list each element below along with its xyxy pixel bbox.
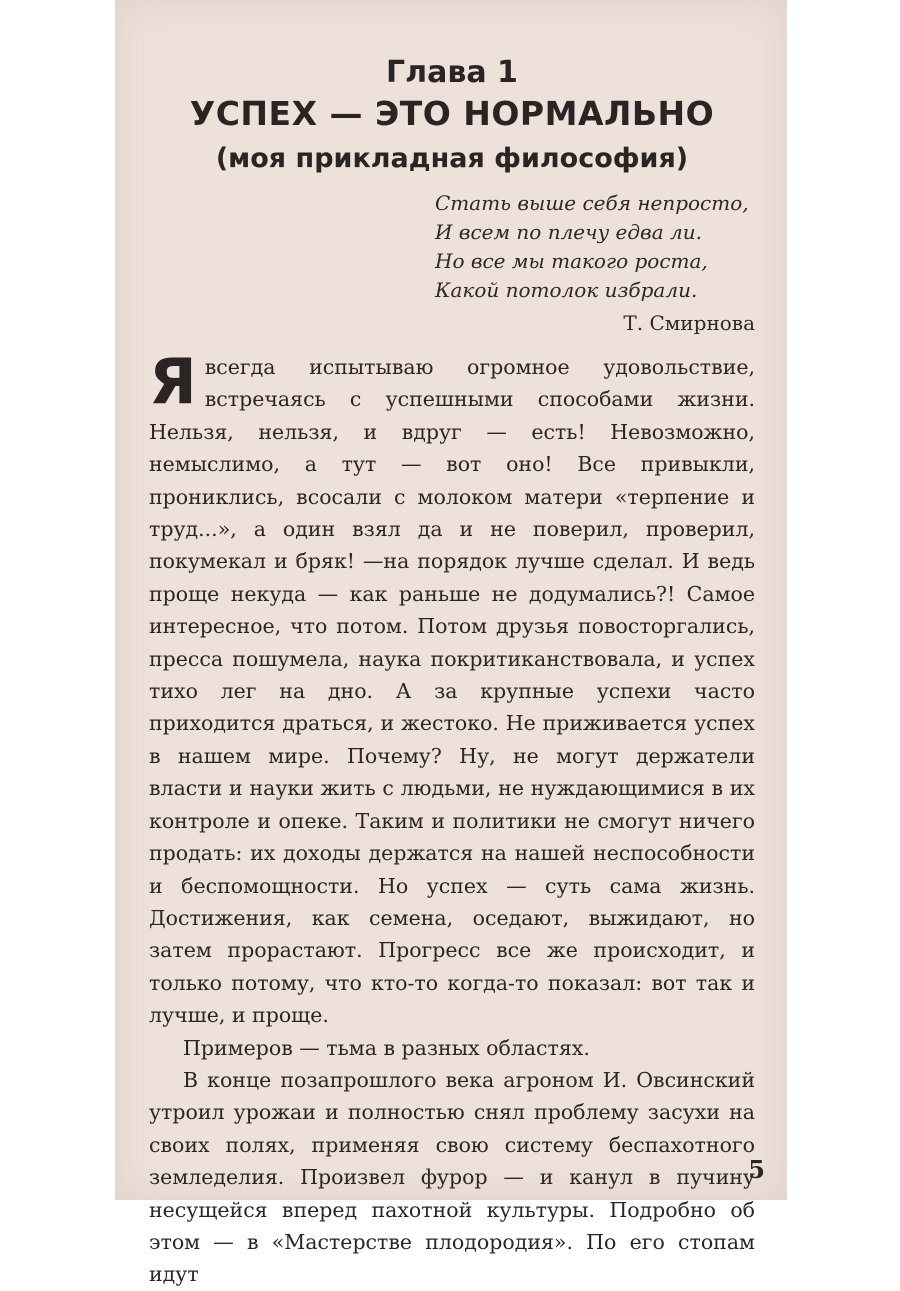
chapter-subtitle: (моя прикладная философия) [215, 143, 689, 174]
page-text-area [149, 55, 755, 1291]
paragraph [149, 345, 755, 1032]
epigraph [435, 189, 755, 305]
epigraph-line: Стать выше себя непросто, [435, 191, 749, 215]
drop-cap: Я [149, 345, 197, 418]
paragraph-text: всегда испытываю огромное удовольствие, встречаясь с успешными способами жизни. Нельзя, нельзя, и вдруг — есть! Невозможно, немыслимо, а тут — вот оно! Все привыкли, прониклись, всосали с молоком матери «терпение и труд...», а один взял да и не поверил, проверил, покумекал и бряк! —на порядок лучше сделал. И ведь проще некуда — как раньше не додумались?! Самое интересное, что потом. Потом друзья повосторгались, пресса пошумела, наука покритиканствовала, и успех тихо лег на дно. А за крупные успехи часто приходится драться, и жестоко. Не приживается успех в нашем мире. Почему? Ну, не могут держатели власти и науки жить с людьми, не нуждающимися в их контроле и опеке. Таким и политики не смогут ничего продать: их доходы держатся на нашей неспособности и беспомощности. Но успех — суть сама жизнь. Достижения, как семена, оседают, выжидают, но затем прорастают. Прогресс все же происходит, и только потому, что кто-то когда-то показал: вот так и лучше, и проще. [149, 355, 755, 1028]
epigraph-line: Но все мы такого роста, [435, 249, 708, 273]
body-text [149, 345, 755, 1291]
paragraph: В конце позапрошлого века агроном И. Овсинский утроил урожаи и полностью снял проблему засухи на своих полях, применяя свою систему беспахотного земледелия. Произвел фурор — и канул в пучину несущейся вперед пахотной культуры. Подробно об этом — в «Мастерстве плодородия». По его стопам идут [149, 1067, 755, 1287]
book-page [115, 0, 787, 1287]
chapter-title: УСПЕХ — ЭТО НОРМАЛЬНО [189, 94, 715, 133]
epigraph-line: И всем по плечу едва ли. [435, 220, 702, 244]
epigraph-line: Какой потолок избрали. [435, 278, 698, 302]
paragraph: Примеров — тьма в разных областях. [183, 1035, 590, 1060]
page-number: 5 [748, 1155, 765, 1184]
epigraph-author: Т. Смирнова [623, 311, 755, 335]
chapter-number: Глава 1 [386, 55, 518, 90]
